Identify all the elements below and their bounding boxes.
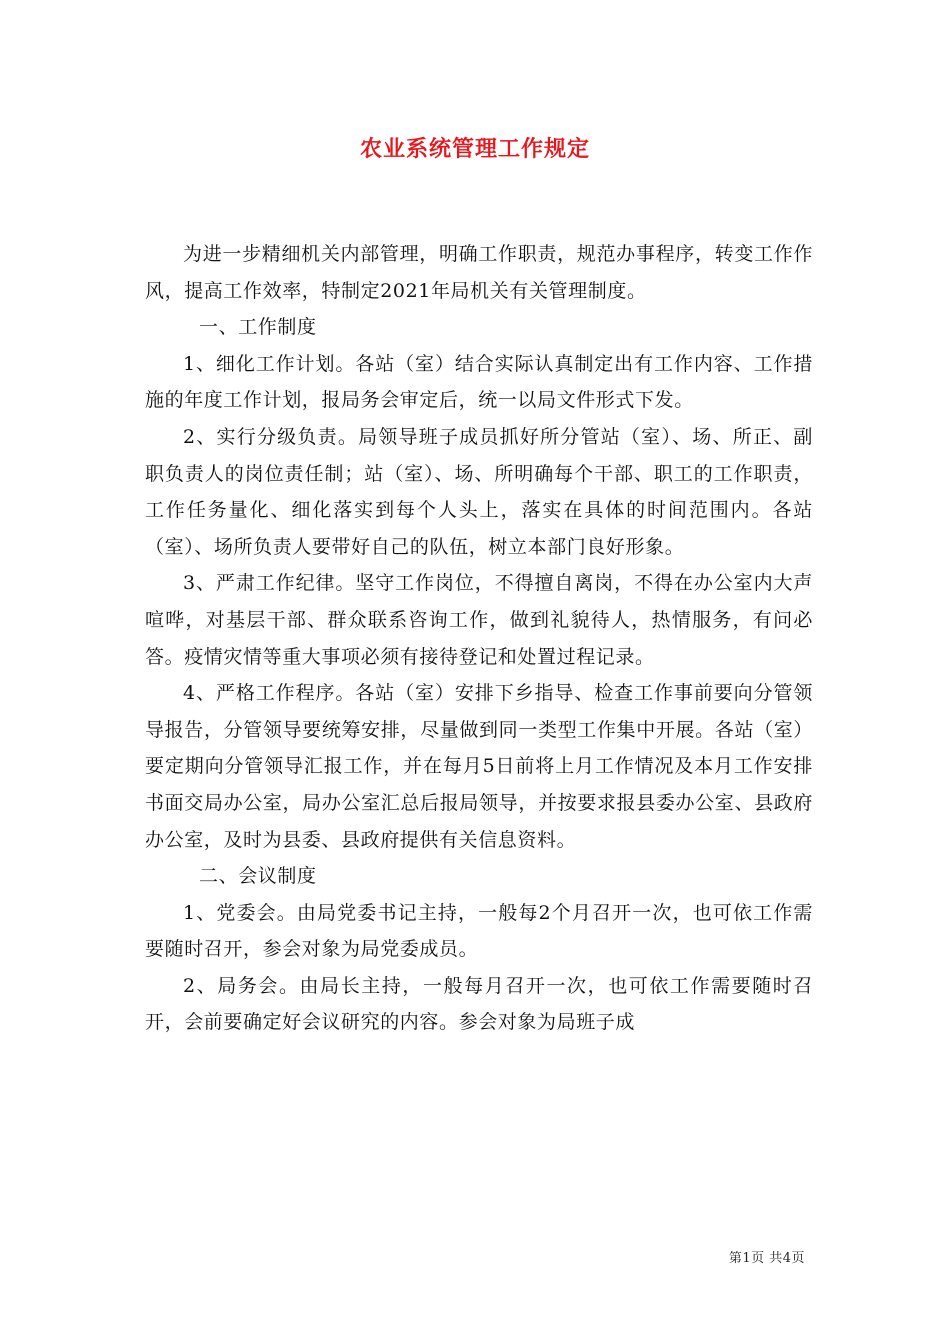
paragraph-intro: 为进一步精细机关内部管理，明确工作职责，规范办事程序，转变工作作风，提高工作效率，特制定2021年局机关有关管理制度。 <box>145 243 813 302</box>
document-body <box>145 236 813 1041</box>
paragraph-work-plan: 1、细化工作计划。各站（室）结合实际认真制定出有工作内容、工作措施的年度工作计划，报局务会审定后，统一以局文件形式下发。 <box>145 352 813 412</box>
section-heading-work-system: 一、工作制度 <box>199 316 317 339</box>
paragraph-responsibility: 2、实行分级负责。局领导班子成员抓好所分管站（室）、场、所正、副职负责人的岗位责任制；站（室）、场、所明确每个干部、职工的工作职责，工作任务量化、细化落实到每个人头上，落实在具体的时间范围内。各站（室）、场所负责人要带好自己的队伍，树立本部门良好形象。 <box>145 425 813 558</box>
section-heading-meeting-system: 二、会议制度 <box>199 865 317 888</box>
paragraph-discipline: 3、严肃工作纪律。坚守工作岗位，不得擅自离岗，不得在办公室内大声喧哗，对基层干部、群众联系咨询工作，做到礼貌待人，热情服务，有问必答。疫情灾情等重大事项必须有接待登记和处置过程记录。 <box>145 572 813 668</box>
paragraph-bureau-meeting: 2、局务会。由局长主持，一般每月召开一次，也可依工作需要随时召开，会前要确定好会议研究的内容。参会对象为局班子成 <box>145 974 813 1034</box>
paragraph-procedure: 4、严格工作程序。各站（室）安排下乡指导、检查工作事前要向分管领导报告，分管领导要统筹安排，尽量做到同一类型工作集中开展。各站（室）要定期向分管领导汇报工作，并在每月5日前将上月工作情况及本月工作安排书面交局办公室，局办公室汇总后报局领导，并按要求报县委办公室、县政府办公室，及时为县委、县政府提供有关信息资料。 <box>145 682 813 851</box>
paragraph-party-committee: 1、党委会。由局党委书记主持，一般每2个月召开一次，也可依工作需要随时召开，参会对象为局党委成员。 <box>145 901 813 961</box>
document-title: 农业系统管理工作规定 <box>359 137 590 162</box>
page-number-footer: 第1页 共4页 <box>728 1251 805 1266</box>
